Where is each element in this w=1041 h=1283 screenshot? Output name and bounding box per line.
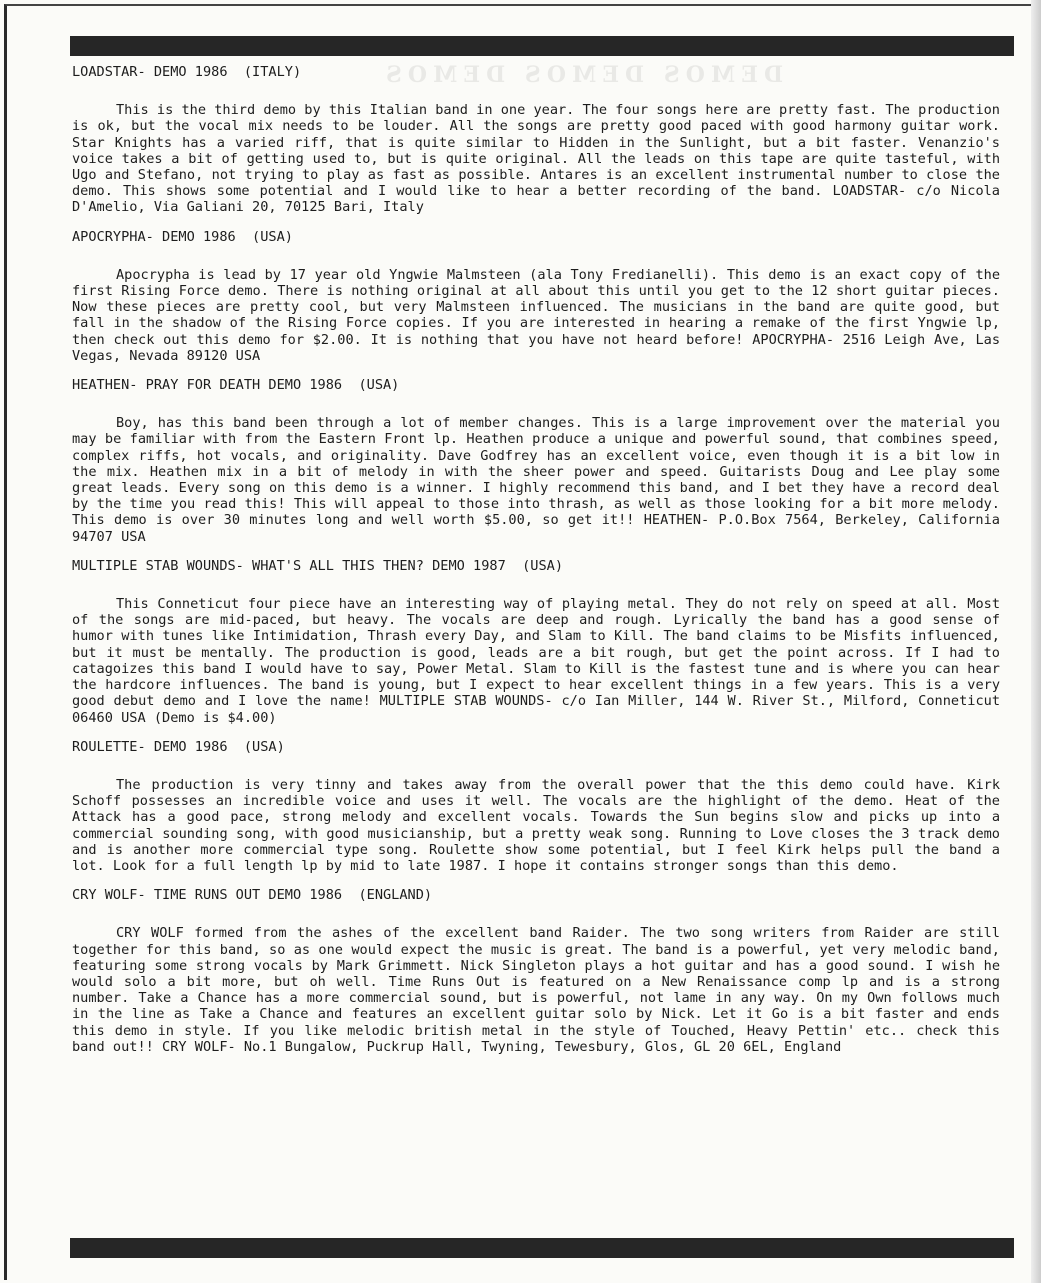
top-black-bar xyxy=(70,36,1014,56)
review-heading: ROULETTE- DEMO 1986 (USA) xyxy=(72,738,285,755)
review-multiple-stab-wounds xyxy=(72,558,1000,726)
bleed-through-header: DEMOS DEMOS DEMOS xyxy=(380,62,784,88)
bottom-black-bar xyxy=(70,1238,1014,1258)
review-heathen xyxy=(72,377,1000,545)
review-heading: LOADSTAR- DEMO 1986 (ITALY) xyxy=(72,64,302,80)
review-heading: MULTIPLE STAB WOUNDS- WHAT'S ALL THIS THEN? DEMO 1987 (USA) xyxy=(72,557,564,574)
review-body: This is the third demo by this Italian band in one year. The four songs here are pretty fast. The production is ok, but the vocal mix needs to be louder. All the songs are pretty good paced with good harmony guitar work. Star Knights has a varied riff, that is quite similar to Hidden in the Sunlight, but a bit faster. Venanzio's voice takes a bit of getting used to, but is quite original. All the leads on this tape are quite tasteful, with Ugo and Stefano, not trying to play as fast as possible. Antares is an excellent instrumental number to close the demo. This shows some potential and I would like to hear a better recording of the band. LOADSTAR- c/o Nicola D'Amelio, Via Galiani 20, 70125 Bari, Italy xyxy=(72,102,1000,216)
reviews-column xyxy=(72,64,1000,1068)
review-roulette xyxy=(72,739,1000,874)
review-body: Apocrypha is lead by 17 year old Yngwie Malmsteen (ala Tony Fredianelli). This demo is an exact copy of the first Rising Force demo. There is nothing original at all about this until you get to the 12 short guitar pieces. Now these pieces are pretty cool, but very Malmsteen influenced. The musicians in the band are quite good, but fall in the shadow of the Rising Force copies. If you are interested in hearing a remake of the first Yngwie lp, then check out this demo for $2.00. It is nothing that you have not heard before! APOCRYPHA- 2516 Leigh Ave, Las Vegas, Nevada 89120 USA xyxy=(72,266,1000,364)
review-cry-wolf xyxy=(72,887,1000,1055)
review-body: The production is very tinny and takes away from the overall power that the this demo could have. Kirk Schoff possesses an incredible voice and uses it well. The vocals are the highlight of the demo. Heat of the Attack has a good pace, strong melody and excellent vocals. Towards the Sun begins slow and picks up into a commercial sounding song, with good musicianship, but a pretty weak song. Running to Love closes the 3 track demo and is another more commercial type song. Roulette show some potential, but I feel Kirk helps pull the band a lot. Look for a full length lp by mid to late 1987. I hope it contains stronger songs than this demo. xyxy=(72,776,1000,874)
review-heading: HEATHEN- PRAY FOR DEATH DEMO 1986 (USA) xyxy=(72,377,400,394)
review-body: CRY WOLF formed from the ashes of the excellent band Raider. The two song writers from Raider are still together for this band, so as one would expect the music is great. The band is a powerful, yet very melodic band, featuring some strong vocals by Mark Grimmett. Nick Singleton plays a hot guitar and has a good sound. I wish he would solo a bit more, but oh well. Time Runs Out is featured on a New Renaissance comp lp and is a strong number. Take a Chance has a more commercial sound, but is powerful, not lame in any way. On my Own follows much in the line as Take a Chance and features an excellent guitar solo by Nick. Let it Go is a bit faster and ends this demo in style. If you like melodic british metal in the style of Touched, Heavy Pettin' etc.. check this band out!! CRY WOLF- No.1 Bungalow, Puckrup Hall, Twyning, Tewesbury, Glos, GL 20 6EL, England xyxy=(72,925,1000,1055)
review-apocrypha xyxy=(72,229,1000,364)
review-heading: APOCRYPHA- DEMO 1986 (USA) xyxy=(72,228,293,245)
review-body: This Conneticut four piece have an interesting way of playing metal. They do not rely on speed at all. Most of the songs are mid-paced, but heavy. The vocals are deep and rough. Lyrically the band has a good sense of humor with tunes like Intimidation, Thrash every Day, and Slam to Kill. The band claims to be Misfits influenced, but it must be mentally. The production is good, leads are a bit rough, but get the point across. If I had to catagoizes this band I would have to say, Power Metal. Slam to Kill is the fastest tune and is where you can hear the hardcore influences. The band is young, but I expect to hear excellent things in a few years. This is a very good debut demo and I love the name! MULTIPLE STAB WOUNDS- c/o Ian Miller, 144 W. River St., Milford, Conneticut 06460 USA (Demo is $4.00) xyxy=(72,596,1000,726)
page-edge-shadow xyxy=(1031,0,1041,1283)
review-heading: CRY WOLF- TIME RUNS OUT DEMO 1986 (ENGLAND) xyxy=(72,887,433,904)
review-loadstar xyxy=(72,64,1000,216)
review-body: Boy, has this band been through a lot of member changes. This is a large improvement over the material you may be familiar with from the Eastern Front lp. Heathen produce a unique and powerful sound, that combines speed, complex riffs, hot vocals, and originality. Dave Godfrey has an excellent voice, even though it is a bit low in the mix. Heathen mix in a bit of melody in with the sheer power and speed. Guitarists Doug and Lee play some great leads. Every song on this demo is a winner. I highly recommend this band, and I bet they have a record deal by the time you read this! This will appeal to those into thrash, as well as those looking for a bit more melody. This demo is over 30 minutes long and well worth $5.00, so get it!! HEATHEN- P.O.Box 7564, Berkeley, California 94707 USA xyxy=(72,415,1000,545)
